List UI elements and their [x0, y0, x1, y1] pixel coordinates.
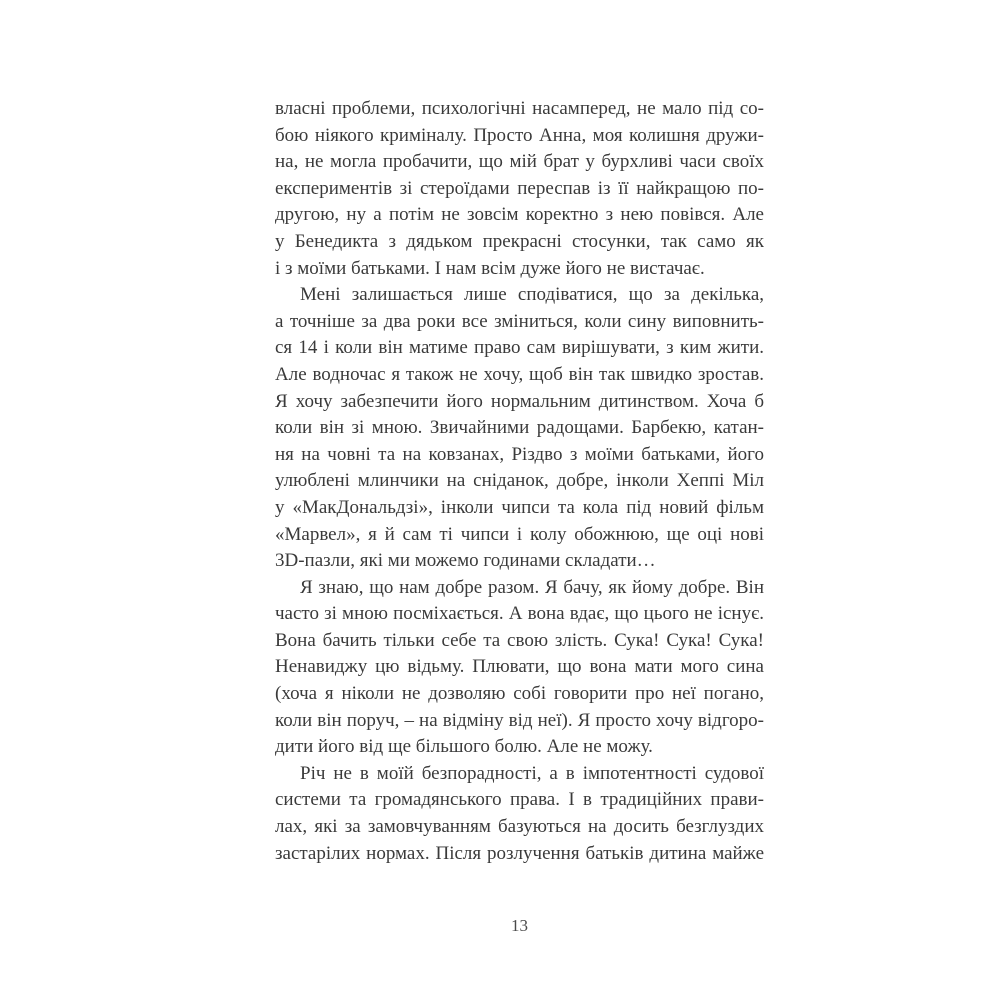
text-line: дити його від ще більшого болю. Але не можу. — [275, 736, 653, 758]
text-line: часто зі мною посміхається. А вона вдає, що цього не існує. — [275, 603, 764, 625]
text-line: ня на човні та на ковзанах, Різдво з моїми батьками, його — [275, 443, 764, 465]
text-line: а точніше за два роки все зміниться, коли сину виповнить- — [275, 310, 764, 332]
paragraph — [275, 282, 764, 575]
text-line: Я хочу забезпечити його нормальним дитинством. Хоча б — [275, 390, 764, 412]
text-line: лах, які за замовчуванням базуються на досить безглуздих — [275, 816, 764, 838]
paragraph — [275, 575, 764, 761]
paragraph — [275, 761, 764, 867]
text-line: експериментів зі стероїдами переспав із її найкращою по- — [275, 177, 764, 199]
text-line: Але водночас я також не хочу, щоб він так швидко зростав. — [275, 363, 764, 385]
text-line: у «МакДональдзі», інколи чипси та кола під новий фільм — [275, 496, 764, 518]
text-line: 3D-пазли, які ми можемо годинами складати… — [275, 550, 656, 572]
paragraph — [275, 96, 764, 282]
text-line: Я знаю, що нам добре разом. Я бачу, як йому добре. Він — [300, 576, 764, 598]
text-line: другою, ну а потім не зовсім коректно з нею повівся. Але — [275, 204, 764, 226]
text-line: (хоча я ніколи не дозволяю собі говорити про неї погано, — [275, 683, 764, 705]
text-line: власні проблеми, психологічні насамперед, не мало під со- — [275, 98, 764, 119]
page-text — [275, 96, 764, 867]
text-line: застарілих нормах. Після розлучення батьків дитина майже — [275, 842, 764, 864]
text-line: ся 14 і коли він матиме право сам вирішувати, з ким жити. — [275, 337, 764, 359]
text-line: у Бенедикта з дядьком прекрасні стосунки, так само як — [275, 230, 764, 252]
text-line: Мені залишається лише сподіватися, що за декілька, — [300, 284, 764, 306]
text-line: коли він зі мною. Звичайними радощами. Барбекю, катан- — [275, 417, 764, 439]
page-number: 13 — [511, 916, 528, 935]
text-line: системи та громадянського права. І в традиційних прави- — [275, 789, 764, 811]
text-line: бою ніякого криміналу. Просто Анна, моя колишня дружи- — [275, 124, 764, 146]
text-line: Ненавиджу цю відьму. Плювати, що вона мати мого сина — [275, 656, 764, 678]
text-line: Річ не в моїй безпорадності, а в імпотентності судової — [300, 762, 764, 784]
text-line: Вона бачить тільки себе та свою злість. Сука! Сука! Сука! — [275, 629, 764, 651]
text-line: і з моїми батьками. І нам всім дуже його не вистачає. — [275, 257, 705, 279]
text-line: улюблені млинчики на сніданок, добре, інколи Хеппі Міл — [275, 470, 764, 492]
text-line: коли він поруч, – на відміну від неї). Я просто хочу відгоро- — [275, 709, 764, 731]
text-line: «Марвел», я й сам ті чипси і колу обожнюю, ще оці нові — [275, 523, 764, 545]
text-line: на, не могла пробачити, що мій брат у бурхливі часи своїх — [275, 151, 764, 173]
